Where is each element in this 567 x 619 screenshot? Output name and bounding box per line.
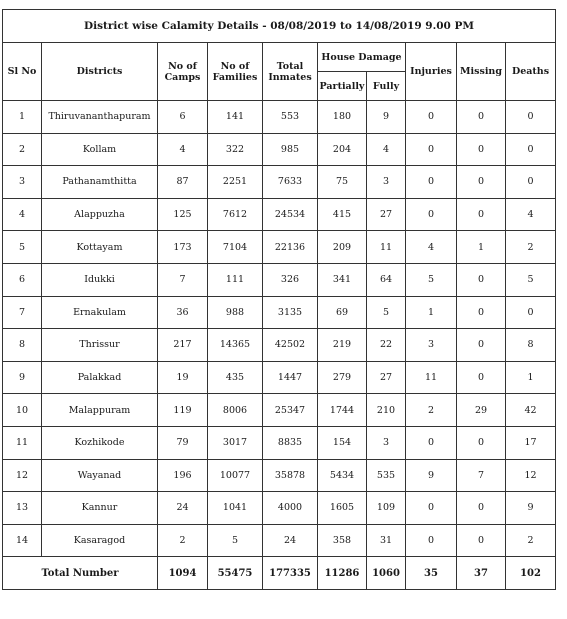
cell-fully: 9 (367, 101, 406, 134)
cell-inmates: 24534 (263, 198, 318, 231)
cell-district: Idukki (42, 263, 158, 296)
cell-inmates: 985 (263, 133, 318, 166)
cell-partially: 341 (318, 263, 367, 296)
cell-missing: 0 (457, 329, 506, 362)
cell-camps: 6 (158, 101, 208, 134)
cell-camps: 79 (158, 426, 208, 459)
table-row (3, 329, 556, 362)
cell-deaths: 42 (506, 394, 556, 427)
cell-district: Malappuram (42, 394, 158, 427)
cell-district: Palakkad (42, 361, 158, 394)
total-deaths: 102 (506, 557, 556, 590)
cell-fully: 64 (367, 263, 406, 296)
cell-inmates: 326 (263, 263, 318, 296)
header-sl-no: Sl No (3, 43, 42, 101)
cell-district: Wayanad (42, 459, 158, 492)
header-partially: Partially (318, 72, 367, 101)
cell-families: 3017 (208, 426, 263, 459)
cell-partially: 1605 (318, 492, 367, 525)
table-row (3, 231, 556, 264)
table-row (3, 459, 556, 492)
table-row (3, 166, 556, 199)
cell-camps: 87 (158, 166, 208, 199)
cell-camps: 2 (158, 524, 208, 557)
cell-inmates: 25347 (263, 394, 318, 427)
cell-families: 1041 (208, 492, 263, 525)
cell-missing: 29 (457, 394, 506, 427)
cell-camps: 19 (158, 361, 208, 394)
cell-camps: 119 (158, 394, 208, 427)
table-row (3, 361, 556, 394)
cell-families: 7612 (208, 198, 263, 231)
cell-injuries: 0 (406, 426, 457, 459)
cell-deaths: 2 (506, 524, 556, 557)
cell-district: Thiruvananthapuram (42, 101, 158, 134)
cell-partially: 1744 (318, 394, 367, 427)
cell-district: Pathanamthitta (42, 166, 158, 199)
cell-deaths: 0 (506, 101, 556, 134)
cell-injuries: 5 (406, 263, 457, 296)
cell-partially: 209 (318, 231, 367, 264)
cell-deaths: 0 (506, 296, 556, 329)
cell-injuries: 9 (406, 459, 457, 492)
cell-sl-no: 5 (3, 231, 42, 264)
cell-deaths: 12 (506, 459, 556, 492)
header-districts: Districts (42, 43, 158, 101)
cell-sl-no: 3 (3, 166, 42, 199)
total-partially: 11286 (318, 557, 367, 590)
cell-inmates: 42502 (263, 329, 318, 362)
cell-partially: 219 (318, 329, 367, 362)
cell-camps: 7 (158, 263, 208, 296)
cell-missing: 0 (457, 524, 506, 557)
cell-partially: 415 (318, 198, 367, 231)
table-title: District wise Calamity Details - 08/08/2019 to 14/08/2019 9.00 PM (3, 10, 556, 43)
cell-sl-no: 13 (3, 492, 42, 525)
cell-inmates: 35878 (263, 459, 318, 492)
cell-families: 8006 (208, 394, 263, 427)
cell-injuries: 0 (406, 166, 457, 199)
cell-inmates: 24 (263, 524, 318, 557)
cell-fully: 535 (367, 459, 406, 492)
cell-partially: 358 (318, 524, 367, 557)
cell-camps: 196 (158, 459, 208, 492)
total-families: 55475 (208, 557, 263, 590)
cell-camps: 24 (158, 492, 208, 525)
table-row (3, 524, 556, 557)
cell-partially: 154 (318, 426, 367, 459)
cell-partially: 279 (318, 361, 367, 394)
cell-missing: 0 (457, 296, 506, 329)
header-missing: Missing (457, 43, 506, 101)
cell-injuries: 1 (406, 296, 457, 329)
cell-fully: 27 (367, 198, 406, 231)
cell-missing: 0 (457, 361, 506, 394)
cell-district: Kottayam (42, 231, 158, 264)
cell-deaths: 8 (506, 329, 556, 362)
cell-families: 2251 (208, 166, 263, 199)
cell-sl-no: 8 (3, 329, 42, 362)
cell-district: Ernakulam (42, 296, 158, 329)
cell-injuries: 0 (406, 524, 457, 557)
header-camps: No of Camps (158, 43, 208, 101)
cell-deaths: 4 (506, 198, 556, 231)
cell-injuries: 0 (406, 492, 457, 525)
cell-missing: 0 (457, 101, 506, 134)
cell-district: Kozhikode (42, 426, 158, 459)
cell-fully: 4 (367, 133, 406, 166)
cell-injuries: 3 (406, 329, 457, 362)
table-row (3, 426, 556, 459)
cell-fully: 31 (367, 524, 406, 557)
cell-district: Kannur (42, 492, 158, 525)
cell-missing: 0 (457, 198, 506, 231)
cell-families: 111 (208, 263, 263, 296)
cell-deaths: 2 (506, 231, 556, 264)
cell-district: Kollam (42, 133, 158, 166)
cell-deaths: 17 (506, 426, 556, 459)
cell-inmates: 8835 (263, 426, 318, 459)
cell-missing: 0 (457, 133, 506, 166)
calamity-table (2, 9, 556, 590)
cell-deaths: 0 (506, 166, 556, 199)
total-inmates: 177335 (263, 557, 318, 590)
cell-camps: 4 (158, 133, 208, 166)
cell-sl-no: 10 (3, 394, 42, 427)
cell-fully: 3 (367, 166, 406, 199)
cell-families: 14365 (208, 329, 263, 362)
cell-missing: 0 (457, 166, 506, 199)
cell-inmates: 4000 (263, 492, 318, 525)
cell-families: 141 (208, 101, 263, 134)
cell-inmates: 22136 (263, 231, 318, 264)
total-missing: 37 (457, 557, 506, 590)
cell-injuries: 4 (406, 231, 457, 264)
cell-district: Thrissur (42, 329, 158, 362)
cell-sl-no: 9 (3, 361, 42, 394)
cell-deaths: 0 (506, 133, 556, 166)
cell-missing: 0 (457, 426, 506, 459)
cell-partially: 180 (318, 101, 367, 134)
cell-deaths: 1 (506, 361, 556, 394)
cell-sl-no: 6 (3, 263, 42, 296)
cell-fully: 27 (367, 361, 406, 394)
table-row (3, 492, 556, 525)
total-injuries: 35 (406, 557, 457, 590)
total-fully: 1060 (367, 557, 406, 590)
cell-missing: 1 (457, 231, 506, 264)
cell-injuries: 0 (406, 101, 457, 134)
cell-injuries: 11 (406, 361, 457, 394)
table-row (3, 296, 556, 329)
cell-families: 435 (208, 361, 263, 394)
cell-sl-no: 4 (3, 198, 42, 231)
cell-deaths: 5 (506, 263, 556, 296)
total-label: Total Number (3, 557, 158, 590)
cell-missing: 0 (457, 492, 506, 525)
cell-families: 10077 (208, 459, 263, 492)
cell-inmates: 1447 (263, 361, 318, 394)
cell-fully: 11 (367, 231, 406, 264)
cell-deaths: 9 (506, 492, 556, 525)
cell-injuries: 2 (406, 394, 457, 427)
cell-families: 322 (208, 133, 263, 166)
cell-fully: 3 (367, 426, 406, 459)
cell-fully: 109 (367, 492, 406, 525)
table-row (3, 101, 556, 134)
header-deaths: Deaths (506, 43, 556, 101)
header-inmates: Total Inmates (263, 43, 318, 101)
cell-families: 5 (208, 524, 263, 557)
cell-sl-no: 12 (3, 459, 42, 492)
cell-camps: 36 (158, 296, 208, 329)
cell-inmates: 553 (263, 101, 318, 134)
cell-camps: 125 (158, 198, 208, 231)
table-row (3, 133, 556, 166)
cell-sl-no: 7 (3, 296, 42, 329)
cell-fully: 210 (367, 394, 406, 427)
table-row (3, 198, 556, 231)
cell-families: 7104 (208, 231, 263, 264)
header-injuries: Injuries (406, 43, 457, 101)
cell-partially: 69 (318, 296, 367, 329)
cell-missing: 0 (457, 263, 506, 296)
table-row (3, 263, 556, 296)
total-camps: 1094 (158, 557, 208, 590)
header-fully: Fully (367, 72, 406, 101)
cell-partially: 75 (318, 166, 367, 199)
cell-missing: 7 (457, 459, 506, 492)
cell-inmates: 3135 (263, 296, 318, 329)
cell-families: 988 (208, 296, 263, 329)
cell-injuries: 0 (406, 133, 457, 166)
cell-sl-no: 1 (3, 101, 42, 134)
cell-fully: 5 (367, 296, 406, 329)
header-house-damage: House Damage (318, 43, 406, 72)
cell-camps: 217 (158, 329, 208, 362)
table-row (3, 394, 556, 427)
cell-district: Kasaragod (42, 524, 158, 557)
cell-inmates: 7633 (263, 166, 318, 199)
cell-sl-no: 14 (3, 524, 42, 557)
cell-fully: 22 (367, 329, 406, 362)
cell-district: Alappuzha (42, 198, 158, 231)
total-row (3, 557, 556, 590)
header-families: No of Families (208, 43, 263, 101)
cell-partially: 204 (318, 133, 367, 166)
cell-sl-no: 2 (3, 133, 42, 166)
cell-injuries: 0 (406, 198, 457, 231)
cell-camps: 173 (158, 231, 208, 264)
cell-partially: 5434 (318, 459, 367, 492)
cell-sl-no: 11 (3, 426, 42, 459)
